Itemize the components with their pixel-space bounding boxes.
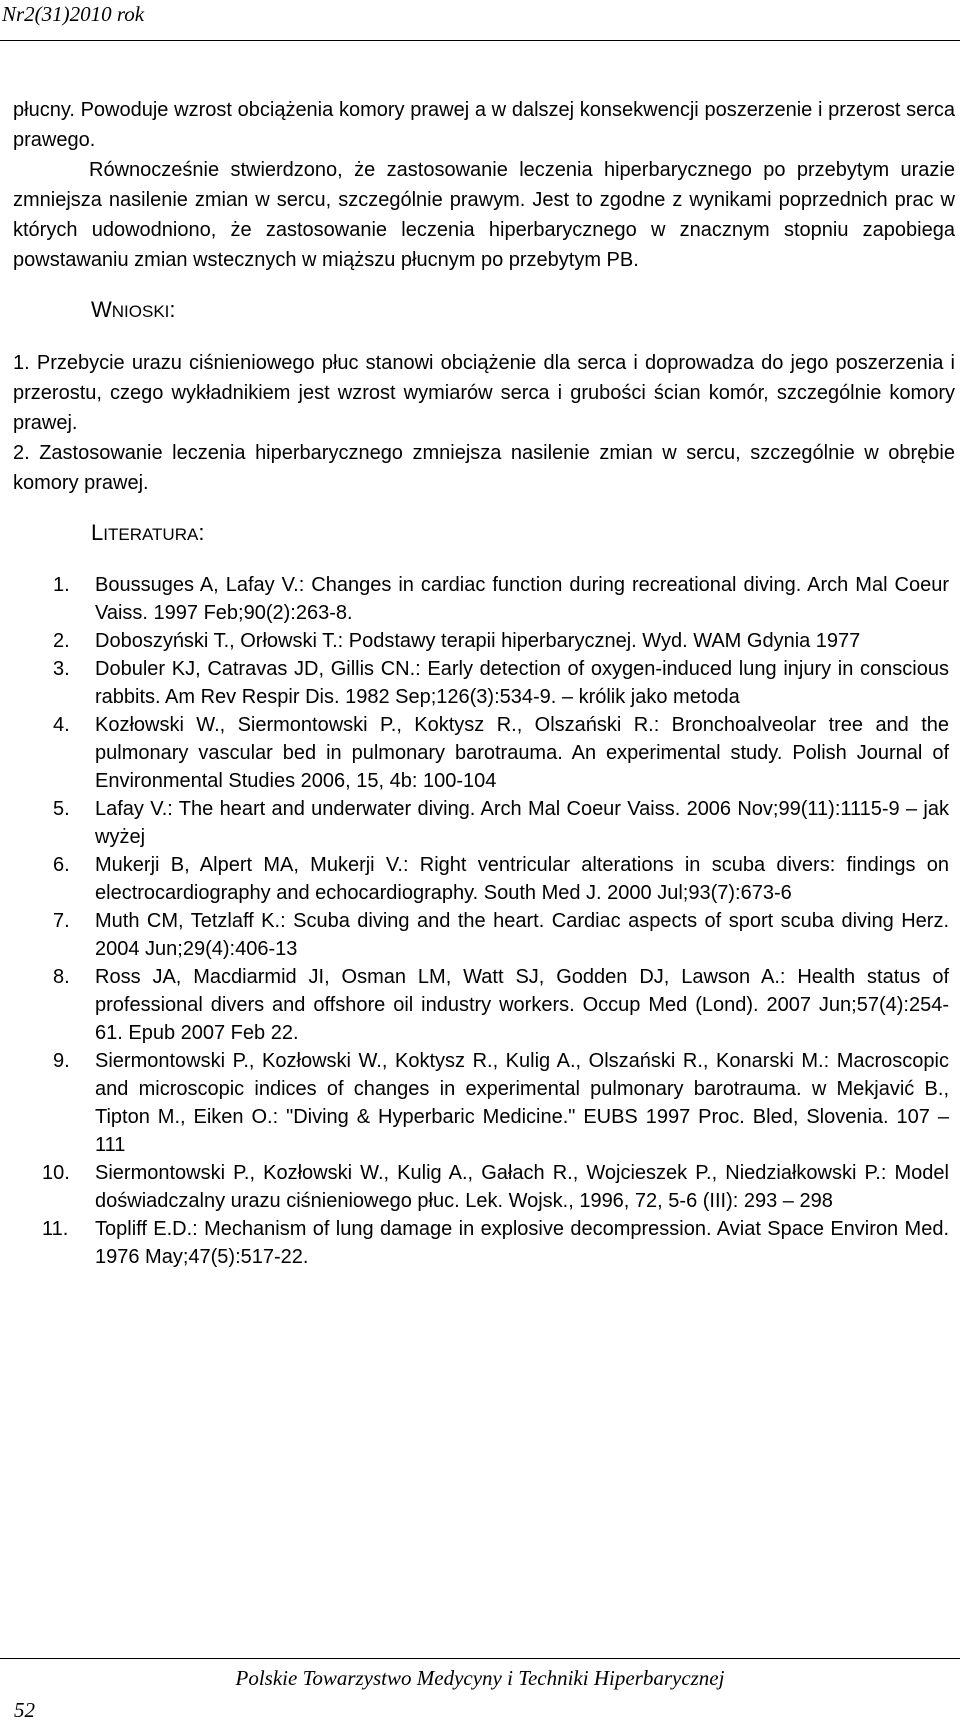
reference-item <box>13 1215 955 1271</box>
reference-number: 2. <box>53 630 70 652</box>
reference-item <box>13 963 955 1047</box>
reference-text: Siermontowski P., Kozłowski W., Kulig A., Gałach R., Wojcieszek P., Niedziałkowski P.: Model doświadczalny urazu ciśnieniowego płuc. Lek. Wojsk., 1996, 72, 5-6 (III): 293 – 298 <box>95 1162 949 1212</box>
reference-text: Muth CM, Tetzlaff K.: Scuba diving and the heart. Cardiac aspects of sport scuba diving Herz. 2004 Jun;29(4):406-13 <box>95 910 949 960</box>
reference-item <box>13 1159 955 1215</box>
references-heading: LITERATURA: <box>91 520 205 545</box>
reference-number: 5. <box>53 798 70 820</box>
journal-issue-label: Nr2(31)2010 rok <box>2 2 145 26</box>
conclusion-item: 1. Przebycie urazu ciśnieniowego płuc stanowi obciążenie dla serca i doprowadza do jego poszerzenia i przerostu, czego wykładnikiem jest wzrost wymiarów serca i grubości ścian komór, szczególnie komory prawej. <box>13 352 955 434</box>
footer-divider <box>0 1658 960 1659</box>
conclusions-heading: WNIOSKI: <box>91 297 176 322</box>
article-content <box>13 95 955 1271</box>
reference-item <box>13 1047 955 1159</box>
reference-item <box>13 655 955 711</box>
reference-list <box>13 571 955 1271</box>
reference-item <box>13 851 955 907</box>
reference-number: 3. <box>53 658 70 680</box>
footer-society-label: Polskie Towarzystwo Medycyny i Techniki Hiperbarycznej <box>235 1666 725 1690</box>
reference-text: Doboszyński T., Orłowski T.: Podstawy terapii hiperbarycznej. Wyd. WAM Gdynia 1977 <box>95 630 861 652</box>
reference-number: 7. <box>53 910 70 932</box>
reference-text: Kozłowski W., Siermontowski P., Koktysz R., Olszański R.: Bronchoalveolar tree and the pulmonary vascular bed in pulmonary barotrauma. An experimental study. Polish Journal of Environmental Studies 2006, 15, 4b: 100-104 <box>95 714 949 792</box>
reference-number: 8. <box>53 966 70 988</box>
reference-text: Dobuler KJ, Catravas JD, Gillis CN.: Early detection of oxygen-induced lung injury in conscious rabbits. Am Rev Respir Dis. 1982 Sep;126(3):534-9. – królik jako metoda <box>95 658 949 708</box>
reference-item <box>13 627 955 655</box>
page-header <box>0 0 960 41</box>
reference-text: Mukerji B, Alpert MA, Mukerji V.: Right ventricular alterations in scuba divers: findings on electrocardiography and echocardiography. South Med J. 2000 Jul;93(7):673-6 <box>95 854 949 904</box>
reference-item <box>13 711 955 795</box>
reference-text: Boussuges A, Lafay V.: Changes in cardiac function during recreational diving. Arch Mal Coeur Vaiss. 1997 Feb;90(2):263-8. <box>95 574 949 624</box>
body-paragraph: płucny. Powoduje wzrost obciążenia komory prawej a w dalszej konsekwencji poszerzenie i przerost serca prawego. <box>13 99 955 151</box>
conclusion-item: 2. Zastosowanie leczenia hiperbarycznego zmniejsza nasilenie zmian w sercu, szczególnie w obrębie komory prawej. <box>13 442 955 494</box>
reference-text: Ross JA, Macdiarmid JI, Osman LM, Watt SJ, Godden DJ, Lawson A.: Health status of professional divers and offshore oil industry workers. Occup Med (Lond). 2007 Jun;57(4):254-61. Epub 2007 Feb 22. <box>95 966 949 1044</box>
body-paragraph: Równocześnie stwierdzono, że zastosowanie leczenia hiperbarycznego po przebytym urazie zmniejsza nasilenie zmian w sercu, szczególnie prawym. Jest to zgodne z wynikami poprzednich prac w których udowodniono, że zastosowanie leczenia hiperbarycznego w znacznym stopniu zapobiega powstawaniu zmian wstecznych w miąższu płucnym po przebytym PB. <box>13 159 955 271</box>
reference-text: Siermontowski P., Kozłowski W., Koktysz R., Kulig A., Olszański R., Konarski M.: Macroscopic and microscopic indices of changes in experimental pulmonary barotrauma. w Mekjavić B., Tipton M., Eiken O.: "Diving & Hyperbaric Medicine." EUBS 1997 Proc. Bled, Slovenia. 107 – 111 <box>95 1050 949 1156</box>
reference-text: Topliff E.D.: Mechanism of lung damage in explosive decompression. Aviat Space Environ Med. 1976 May;47(5):517-22. <box>95 1218 949 1268</box>
reference-number: 11. <box>42 1218 69 1240</box>
reference-number: 6. <box>53 854 70 876</box>
reference-text: Lafay V.: The heart and underwater diving. Arch Mal Coeur Vaiss. 2006 Nov;99(11):1115-9 – jak wyżej <box>95 798 949 848</box>
reference-item <box>13 795 955 851</box>
reference-number: 1. <box>53 574 70 596</box>
page-number: 52 <box>14 1698 35 1722</box>
reference-number: 4. <box>53 714 70 736</box>
reference-item <box>13 907 955 963</box>
reference-number: 10. <box>42 1162 70 1184</box>
reference-item <box>13 571 955 627</box>
reference-number: 9. <box>53 1050 70 1072</box>
